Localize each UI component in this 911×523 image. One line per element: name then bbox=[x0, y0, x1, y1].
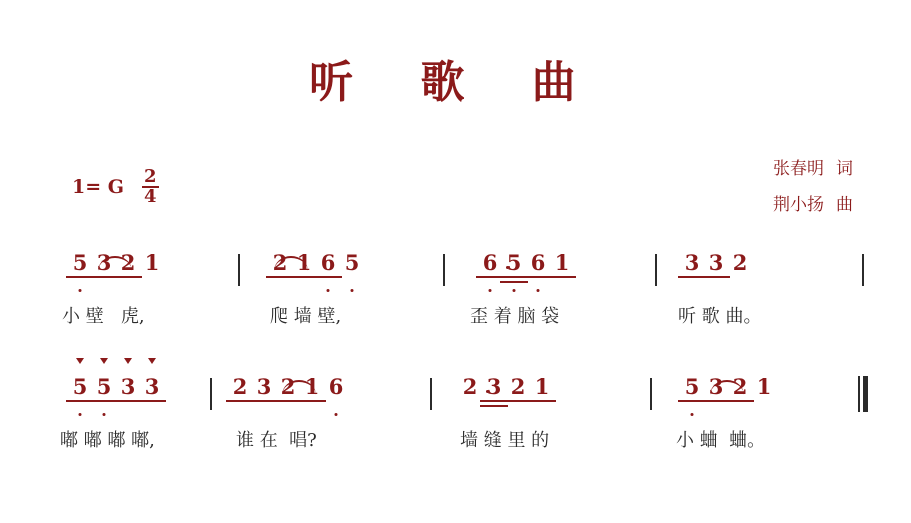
octave-dot-below-icon bbox=[79, 289, 82, 292]
octave-dot-below-icon bbox=[103, 413, 106, 416]
note bbox=[140, 376, 164, 407]
accent-mark-icon bbox=[124, 358, 132, 364]
note bbox=[316, 252, 340, 283]
credit-lyricist bbox=[773, 152, 853, 188]
lyric-line: 爬 墙 壁, bbox=[270, 306, 342, 327]
note-number: 1 bbox=[554, 250, 570, 275]
note bbox=[704, 252, 728, 283]
note-number: 2 bbox=[462, 374, 478, 399]
note bbox=[324, 376, 348, 407]
time-signature bbox=[142, 168, 159, 207]
octave-dot-below-icon bbox=[489, 289, 492, 292]
accent-mark-icon bbox=[76, 358, 84, 364]
octave-dot-below-icon bbox=[335, 413, 338, 416]
note bbox=[68, 252, 92, 283]
barline bbox=[443, 254, 445, 286]
note bbox=[252, 376, 276, 407]
note-group bbox=[478, 252, 574, 283]
note-number: 6 bbox=[320, 250, 336, 275]
note bbox=[92, 376, 116, 407]
barline bbox=[655, 254, 657, 286]
octave-dot-below-icon bbox=[351, 289, 354, 292]
note-group bbox=[680, 376, 776, 407]
note-number: 6 bbox=[530, 250, 546, 275]
credit-composer-role: 曲 bbox=[836, 194, 853, 215]
note-number: 1 bbox=[756, 374, 772, 399]
lyric-line: 小 壁 虎, bbox=[62, 306, 145, 327]
note bbox=[506, 376, 530, 407]
note bbox=[680, 376, 704, 407]
note bbox=[704, 376, 728, 407]
note-number: 3 bbox=[96, 250, 112, 275]
barline bbox=[238, 254, 240, 286]
note-number: 1 bbox=[296, 250, 312, 275]
credit-composer-name: 荆小扬 bbox=[773, 194, 824, 215]
credits bbox=[773, 152, 853, 223]
note bbox=[276, 376, 300, 407]
note bbox=[68, 376, 92, 407]
music-system-2 bbox=[0, 356, 911, 476]
note-number: 5 bbox=[96, 374, 112, 399]
note-number: 2 bbox=[272, 250, 288, 275]
accent-mark-icon bbox=[100, 358, 108, 364]
note bbox=[502, 252, 526, 283]
note bbox=[526, 252, 550, 283]
note-group bbox=[680, 252, 752, 283]
note bbox=[458, 376, 482, 407]
note bbox=[728, 252, 752, 283]
note bbox=[680, 252, 704, 283]
note-number: 6 bbox=[482, 250, 498, 275]
note bbox=[116, 252, 140, 283]
note bbox=[482, 376, 506, 407]
note bbox=[292, 252, 316, 283]
note bbox=[728, 376, 752, 407]
note-group bbox=[68, 252, 164, 283]
note-number: 3 bbox=[684, 250, 700, 275]
time-signature-numerator: 2 bbox=[143, 166, 157, 187]
octave-dot-below-icon bbox=[79, 413, 82, 416]
note bbox=[550, 252, 574, 283]
note-number: 3 bbox=[144, 374, 160, 399]
note-number: 3 bbox=[486, 374, 502, 399]
octave-dot-below-icon bbox=[327, 289, 330, 292]
note bbox=[116, 376, 140, 407]
octave-dot-below-icon bbox=[537, 289, 540, 292]
note-group bbox=[268, 252, 364, 283]
lyric-line: 谁 在 唱? bbox=[236, 430, 317, 451]
note bbox=[140, 252, 164, 283]
note-number: 3 bbox=[256, 374, 272, 399]
accent-mark-icon bbox=[148, 358, 156, 364]
note bbox=[300, 376, 324, 407]
lyric-line: 歪 着 脑 袋 bbox=[470, 306, 560, 327]
octave-dot-below-icon bbox=[513, 289, 516, 292]
note-number: 2 bbox=[732, 374, 748, 399]
barline bbox=[210, 378, 212, 410]
note-number: 3 bbox=[708, 374, 724, 399]
barline bbox=[650, 378, 652, 410]
note-number: 2 bbox=[510, 374, 526, 399]
note bbox=[478, 252, 502, 283]
note-number: 2 bbox=[732, 250, 748, 275]
page-title: 听 歌 曲 bbox=[309, 57, 602, 108]
note-group bbox=[458, 376, 554, 407]
music-system-1 bbox=[0, 232, 911, 352]
lyric-line: 听 歌 曲。 bbox=[678, 306, 762, 327]
note-number: 1 bbox=[144, 250, 160, 275]
note bbox=[340, 252, 364, 283]
note-number: 6 bbox=[328, 374, 344, 399]
note bbox=[530, 376, 554, 407]
note-number: 2 bbox=[232, 374, 248, 399]
lyric-line: 嘟 嘟 嘟 嘟, bbox=[60, 430, 155, 451]
octave-dot-below-icon bbox=[691, 413, 694, 416]
note-number: 2 bbox=[280, 374, 296, 399]
key-label: 1= G bbox=[72, 176, 124, 199]
note-number: 5 bbox=[506, 250, 522, 275]
note-number: 2 bbox=[120, 250, 136, 275]
time-signature-denominator: 4 bbox=[143, 186, 157, 208]
note-number: 1 bbox=[534, 374, 550, 399]
note-number: 5 bbox=[72, 374, 88, 399]
lyric-line: 墙 缝 里 的 bbox=[460, 430, 550, 451]
note-number: 5 bbox=[684, 374, 700, 399]
note-number: 3 bbox=[708, 250, 724, 275]
note-group bbox=[68, 376, 164, 407]
credit-lyricist-role: 词 bbox=[836, 159, 853, 179]
note-number: 1 bbox=[304, 374, 320, 399]
note-number: 5 bbox=[72, 250, 88, 275]
credit-composer bbox=[773, 188, 853, 224]
credit-lyricist-name: 张春明 bbox=[773, 159, 824, 179]
barline bbox=[430, 378, 432, 410]
note bbox=[268, 252, 292, 283]
barline bbox=[862, 254, 864, 286]
note bbox=[752, 376, 776, 407]
note-number: 5 bbox=[344, 250, 360, 275]
lyric-line: 小 蛐 蛐。 bbox=[676, 430, 766, 451]
note-group bbox=[228, 376, 348, 407]
note-number: 3 bbox=[120, 374, 136, 399]
key-signature bbox=[72, 168, 159, 207]
note bbox=[92, 252, 116, 283]
note bbox=[228, 376, 252, 407]
